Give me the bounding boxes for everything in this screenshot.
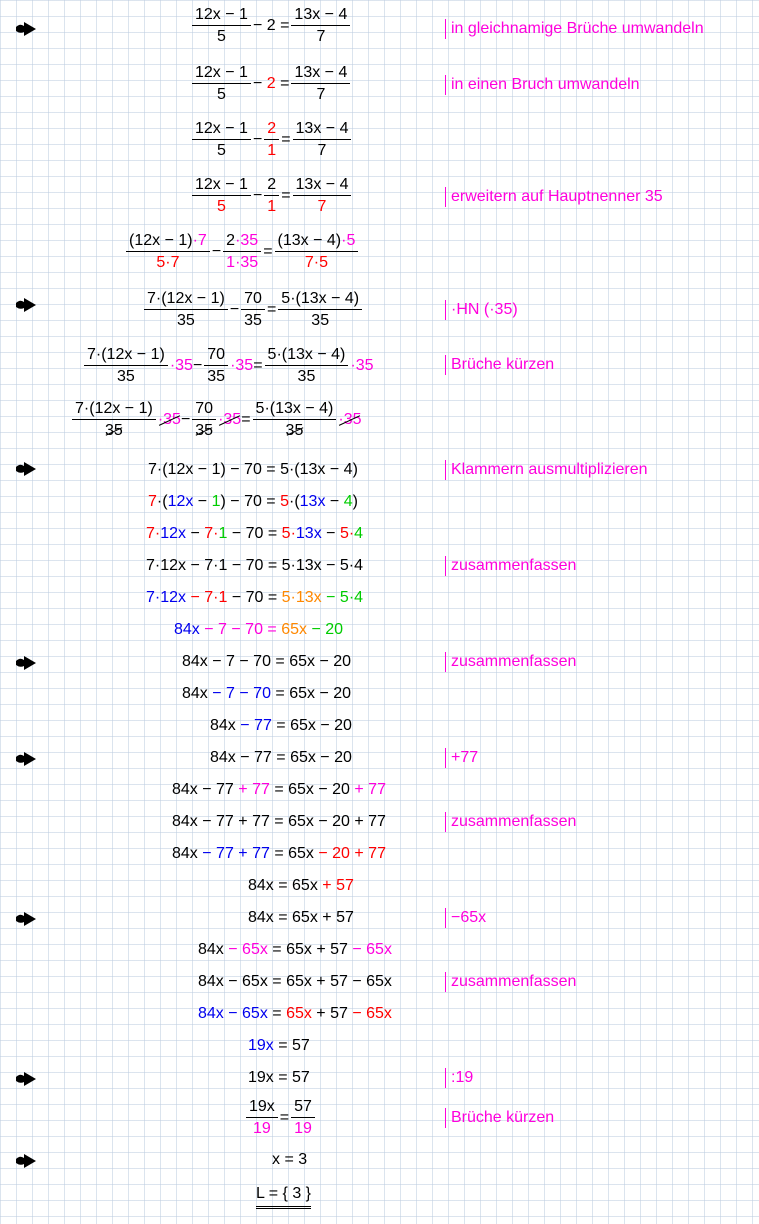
operator: = (263, 243, 273, 260)
numerator: 7·(12x − 1) (84, 346, 168, 366)
numerator: 5·(13x − 4) (265, 346, 349, 366)
equation-line: 84x − 65x = 65x + 57 − 65x (198, 1005, 392, 1022)
operator: − (192, 357, 203, 374)
comment-text: in einen Bruch umwandeln (445, 75, 640, 95)
execute-arrow-icon[interactable] (14, 652, 40, 674)
operator: − (229, 301, 240, 318)
comment-text: in gleichnamige Brüche umwandeln (445, 19, 704, 39)
equation-line: 84x − 77 = 65x − 20 (210, 749, 352, 766)
equation-line (190, 6, 352, 46)
equation-line: 84x − 65x = 65x + 57 − 65x (198, 941, 392, 958)
numerator: 12x − 1 (192, 176, 251, 196)
numerator: 12x − 1 (192, 64, 251, 84)
numerator: 70 (192, 400, 216, 420)
equation-line: 84x = 65x + 57 (248, 877, 354, 894)
comment-text: Klammern ausmultiplizieren (445, 460, 648, 480)
term: ·35 (235, 232, 259, 249)
denominator: 35 (195, 422, 214, 439)
denominator: 5 (217, 86, 226, 103)
denominator: 35 (105, 422, 123, 439)
equation-line: x = 3 (272, 1151, 308, 1168)
denominator: 7 (317, 142, 327, 159)
denominator: 7·5 (304, 254, 329, 271)
execute-arrow-icon[interactable] (14, 1068, 40, 1090)
numerator: 70 (204, 346, 228, 366)
denominator: 5 (217, 28, 226, 45)
denominator: 5·7 (156, 254, 180, 271)
denominator: 35 (244, 312, 262, 329)
comment-text: ·HN (·35) (445, 300, 518, 320)
denominator: 35 (207, 368, 226, 385)
equation-line: 84x − 77 + 77 = 65x − 20 + 77 (172, 813, 386, 830)
equation-line (244, 1098, 317, 1138)
numerator: 13x − 4 (291, 64, 350, 84)
equation-line (70, 400, 361, 440)
equation-line: 7·12x − 7·1 − 70 = 5·13x − 5·4 (146, 589, 364, 606)
equation-line: 84x − 77 + 77 = 65x − 20 + 77 (172, 845, 386, 862)
numerator: 7·(12x − 1) (144, 290, 228, 310)
denominator: 1·35 (226, 254, 259, 271)
equation-line (124, 232, 360, 272)
numerator: 13x − 4 (291, 6, 350, 26)
execute-arrow-icon[interactable] (14, 908, 40, 930)
numerator: 13x − 4 (293, 120, 352, 140)
denominator: 7 (316, 86, 326, 103)
denominator: 7 (317, 198, 327, 215)
operator: = (253, 357, 263, 374)
equation-line (82, 346, 373, 386)
solution-set-text: L = { 3 } (256, 1184, 311, 1209)
equation-line (190, 120, 353, 160)
comment-text: −65x (445, 908, 486, 928)
comment-text: zusammenfassen (445, 972, 576, 992)
numerator: 70 (241, 290, 265, 310)
term: ·35 (350, 357, 374, 374)
term: (13x − 4) (277, 232, 342, 249)
operator: − (211, 243, 222, 260)
equation-line: 84x − 7 − 70 = 65x − 20 (182, 685, 352, 702)
denominator: 35 (311, 312, 330, 329)
operator: − (180, 411, 191, 428)
numerator: 2 (264, 176, 279, 196)
equation-line: 7·12x − 7·1 − 70 = 5·13x − 5·4 (146, 557, 364, 574)
numerator: 5·(13x − 4) (278, 290, 362, 310)
denominator: 5 (217, 142, 226, 159)
equation-line: 84x − 7 − 70 = 65x − 20 (182, 653, 352, 670)
equation-line: 19x = 57 (248, 1069, 310, 1086)
comment-text: zusammenfassen (445, 812, 576, 832)
operator: = (281, 187, 291, 204)
numerator: 19x (246, 1098, 278, 1118)
denominator: 1 (267, 142, 277, 159)
equation-line: 7·(12x − 1) − 70 = 5·(13x − 4) (148, 461, 358, 478)
comment-text: erweitern auf Hauptnenner 35 (445, 187, 663, 207)
numerator: 12x − 1 (192, 120, 251, 140)
equation-line: 84x − 77 + 77 = 65x − 20 + 77 (172, 781, 386, 798)
denominator: 35 (297, 368, 316, 385)
equation-line: 7 ·( 12x − 1 ) − 70 = 5 ·( 13x − 4 ) (148, 493, 358, 510)
term: ·35 (157, 411, 181, 428)
term: ·35 (218, 411, 242, 428)
equation-line: 84x − 65x = 65x + 57 − 65x (198, 973, 392, 990)
term: (12x − 1) (129, 232, 193, 249)
execute-arrow-icon[interactable] (14, 1150, 40, 1172)
comment-text: Brüche kürzen (445, 355, 554, 375)
equation-line: 84x = 65x + 57 (248, 909, 354, 926)
numerator: 7·(12x − 1) (72, 400, 156, 420)
operator: = (281, 131, 291, 148)
solution-set (256, 1184, 311, 1209)
term: 2 (226, 232, 236, 249)
comment-text: zusammenfassen (445, 556, 576, 576)
term: 2 (266, 75, 276, 92)
comment-text: Brüche kürzen (445, 1108, 554, 1128)
denominator: 1 (267, 198, 277, 215)
operator: = (241, 411, 251, 428)
term: ·35 (338, 411, 362, 428)
operator: − (252, 131, 263, 148)
denominator: 35 (285, 422, 304, 439)
execute-arrow-icon[interactable] (14, 294, 40, 316)
numerator: 13x − 4 (293, 176, 352, 196)
operator: = (266, 301, 277, 318)
equation-line (142, 290, 364, 330)
execute-arrow-icon[interactable] (14, 458, 40, 480)
operator: − (252, 187, 263, 204)
numerator: 5·(13x − 4) (253, 400, 337, 420)
equation-line: 19x = 57 (248, 1037, 310, 1054)
equation-line (190, 176, 353, 216)
denominator: 5 (217, 198, 226, 215)
equation-line: 84x − 77 = 65x − 20 (210, 717, 352, 734)
comment-text: +77 (445, 748, 478, 768)
operator: − 2 = (252, 17, 290, 34)
term: ·35 (169, 357, 193, 374)
operator: = (280, 75, 290, 92)
numerator: 12x − 1 (192, 6, 251, 26)
denominator: 35 (117, 368, 135, 385)
term: ·5 (341, 232, 356, 249)
operator: = (279, 1109, 290, 1126)
equation-line (190, 64, 352, 104)
numerator: 57 (291, 1098, 315, 1118)
term: ·7 (192, 232, 207, 249)
comment-text: :19 (445, 1068, 473, 1088)
numerator: 2 (264, 120, 279, 140)
execute-arrow-icon[interactable] (14, 18, 40, 40)
denominator: 7 (316, 28, 326, 45)
denominator: 19 (294, 1120, 312, 1137)
denominator: 19 (253, 1120, 271, 1137)
denominator: 35 (177, 312, 195, 329)
operator: − (252, 75, 263, 92)
equation-line: 84x − 7 − 70 = 65x − 20 (174, 621, 344, 638)
term: ·35 (230, 357, 254, 374)
comment-text: zusammenfassen (445, 652, 576, 672)
equation-line: 7 · 12x − 7 · 1 − 70 = 5 · 13x − 5 · 4 (146, 525, 364, 542)
execute-arrow-icon[interactable] (14, 748, 40, 770)
